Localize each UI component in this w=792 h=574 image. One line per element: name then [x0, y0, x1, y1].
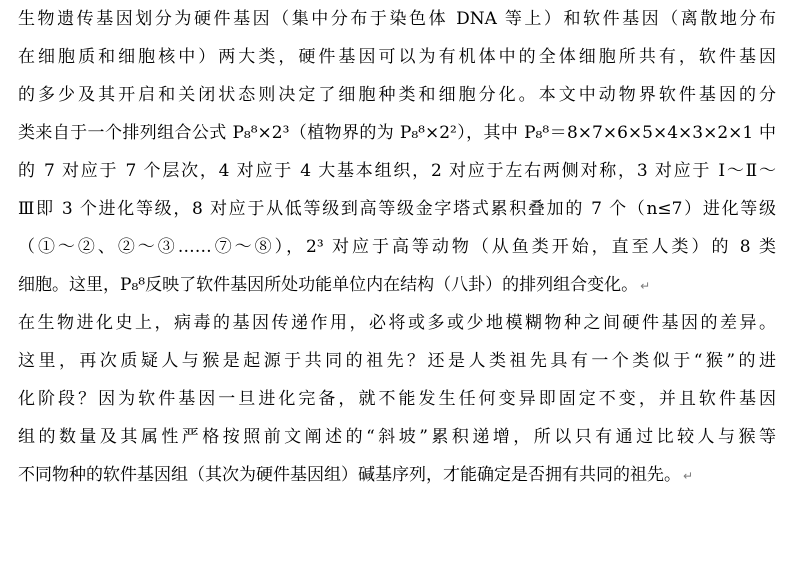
text-line — [18, 460, 776, 490]
text-line: 的 7 对应于 7 个层次，4 对应于 4 大基本组织，2 对应于左右两侧对称，3 对应于 Ⅰ～Ⅱ～ — [18, 161, 776, 181]
text-line: 组的数量及其属性严格按照前文阐述的“斜坡”累积递增，所以只有通过比较人与猴等 — [18, 427, 776, 447]
text-line-content: 不同物种的软件基因组（其次为硬件基因组）碱基序列，才能确定是否拥有共同的祖先。 — [18, 465, 681, 485]
text-line: （①～②、②～③……⑦～⑧），2³ 对应于高等动物（从鱼类开始，直至人类）的 8 类 — [18, 237, 776, 257]
text-line: 这里，再次质疑人与猴是起源于共同的祖先？还是人类祖先具有一个类似于“猴”的进 — [18, 351, 776, 371]
text-line: 类来自于一个排列组合公式 P₈⁸×2³（植物界的为 P₈⁸×2²），其中 P₈⁸＝8×7×6×5×4×3×2×1 中 — [18, 123, 776, 143]
text-line: 化阶段？因为软件基因一旦进化完备，就不能发生任何变异即固定不变，并且软件基因 — [18, 389, 776, 409]
text-line-content: 细胞。这里，P₈⁸反映了软件基因所处功能单位内在结构（八卦）的排列组合变化。 — [18, 275, 639, 295]
text-line: Ⅲ即 3 个进化等级，8 对应于从低等级到高等级金字塔式累积叠加的 7 个（n≤7）进化等级 — [18, 199, 776, 219]
text-line: 在生物进化史上，病毒的基因传递作用，必将或多或少地模糊物种之间硬件基因的差异。 — [18, 313, 776, 333]
paragraph-mark-icon: ↵ — [640, 279, 651, 293]
text-line: 生物遗传基因划分为硬件基因（集中分布于染色体 DNA 等上）和软件基因（离散地分布 — [18, 9, 776, 29]
text-line: 的多少及其开启和关闭状态则决定了细胞种类和细胞分化。本文中动物界软件基因的分 — [18, 85, 776, 105]
paragraph-mark-icon: ↵ — [683, 469, 694, 483]
text-line — [18, 270, 776, 300]
text-line: 在细胞质和细胞核中）两大类，硬件基因可以为有机体中的全体细胞所共有，软件基因 — [18, 47, 776, 67]
